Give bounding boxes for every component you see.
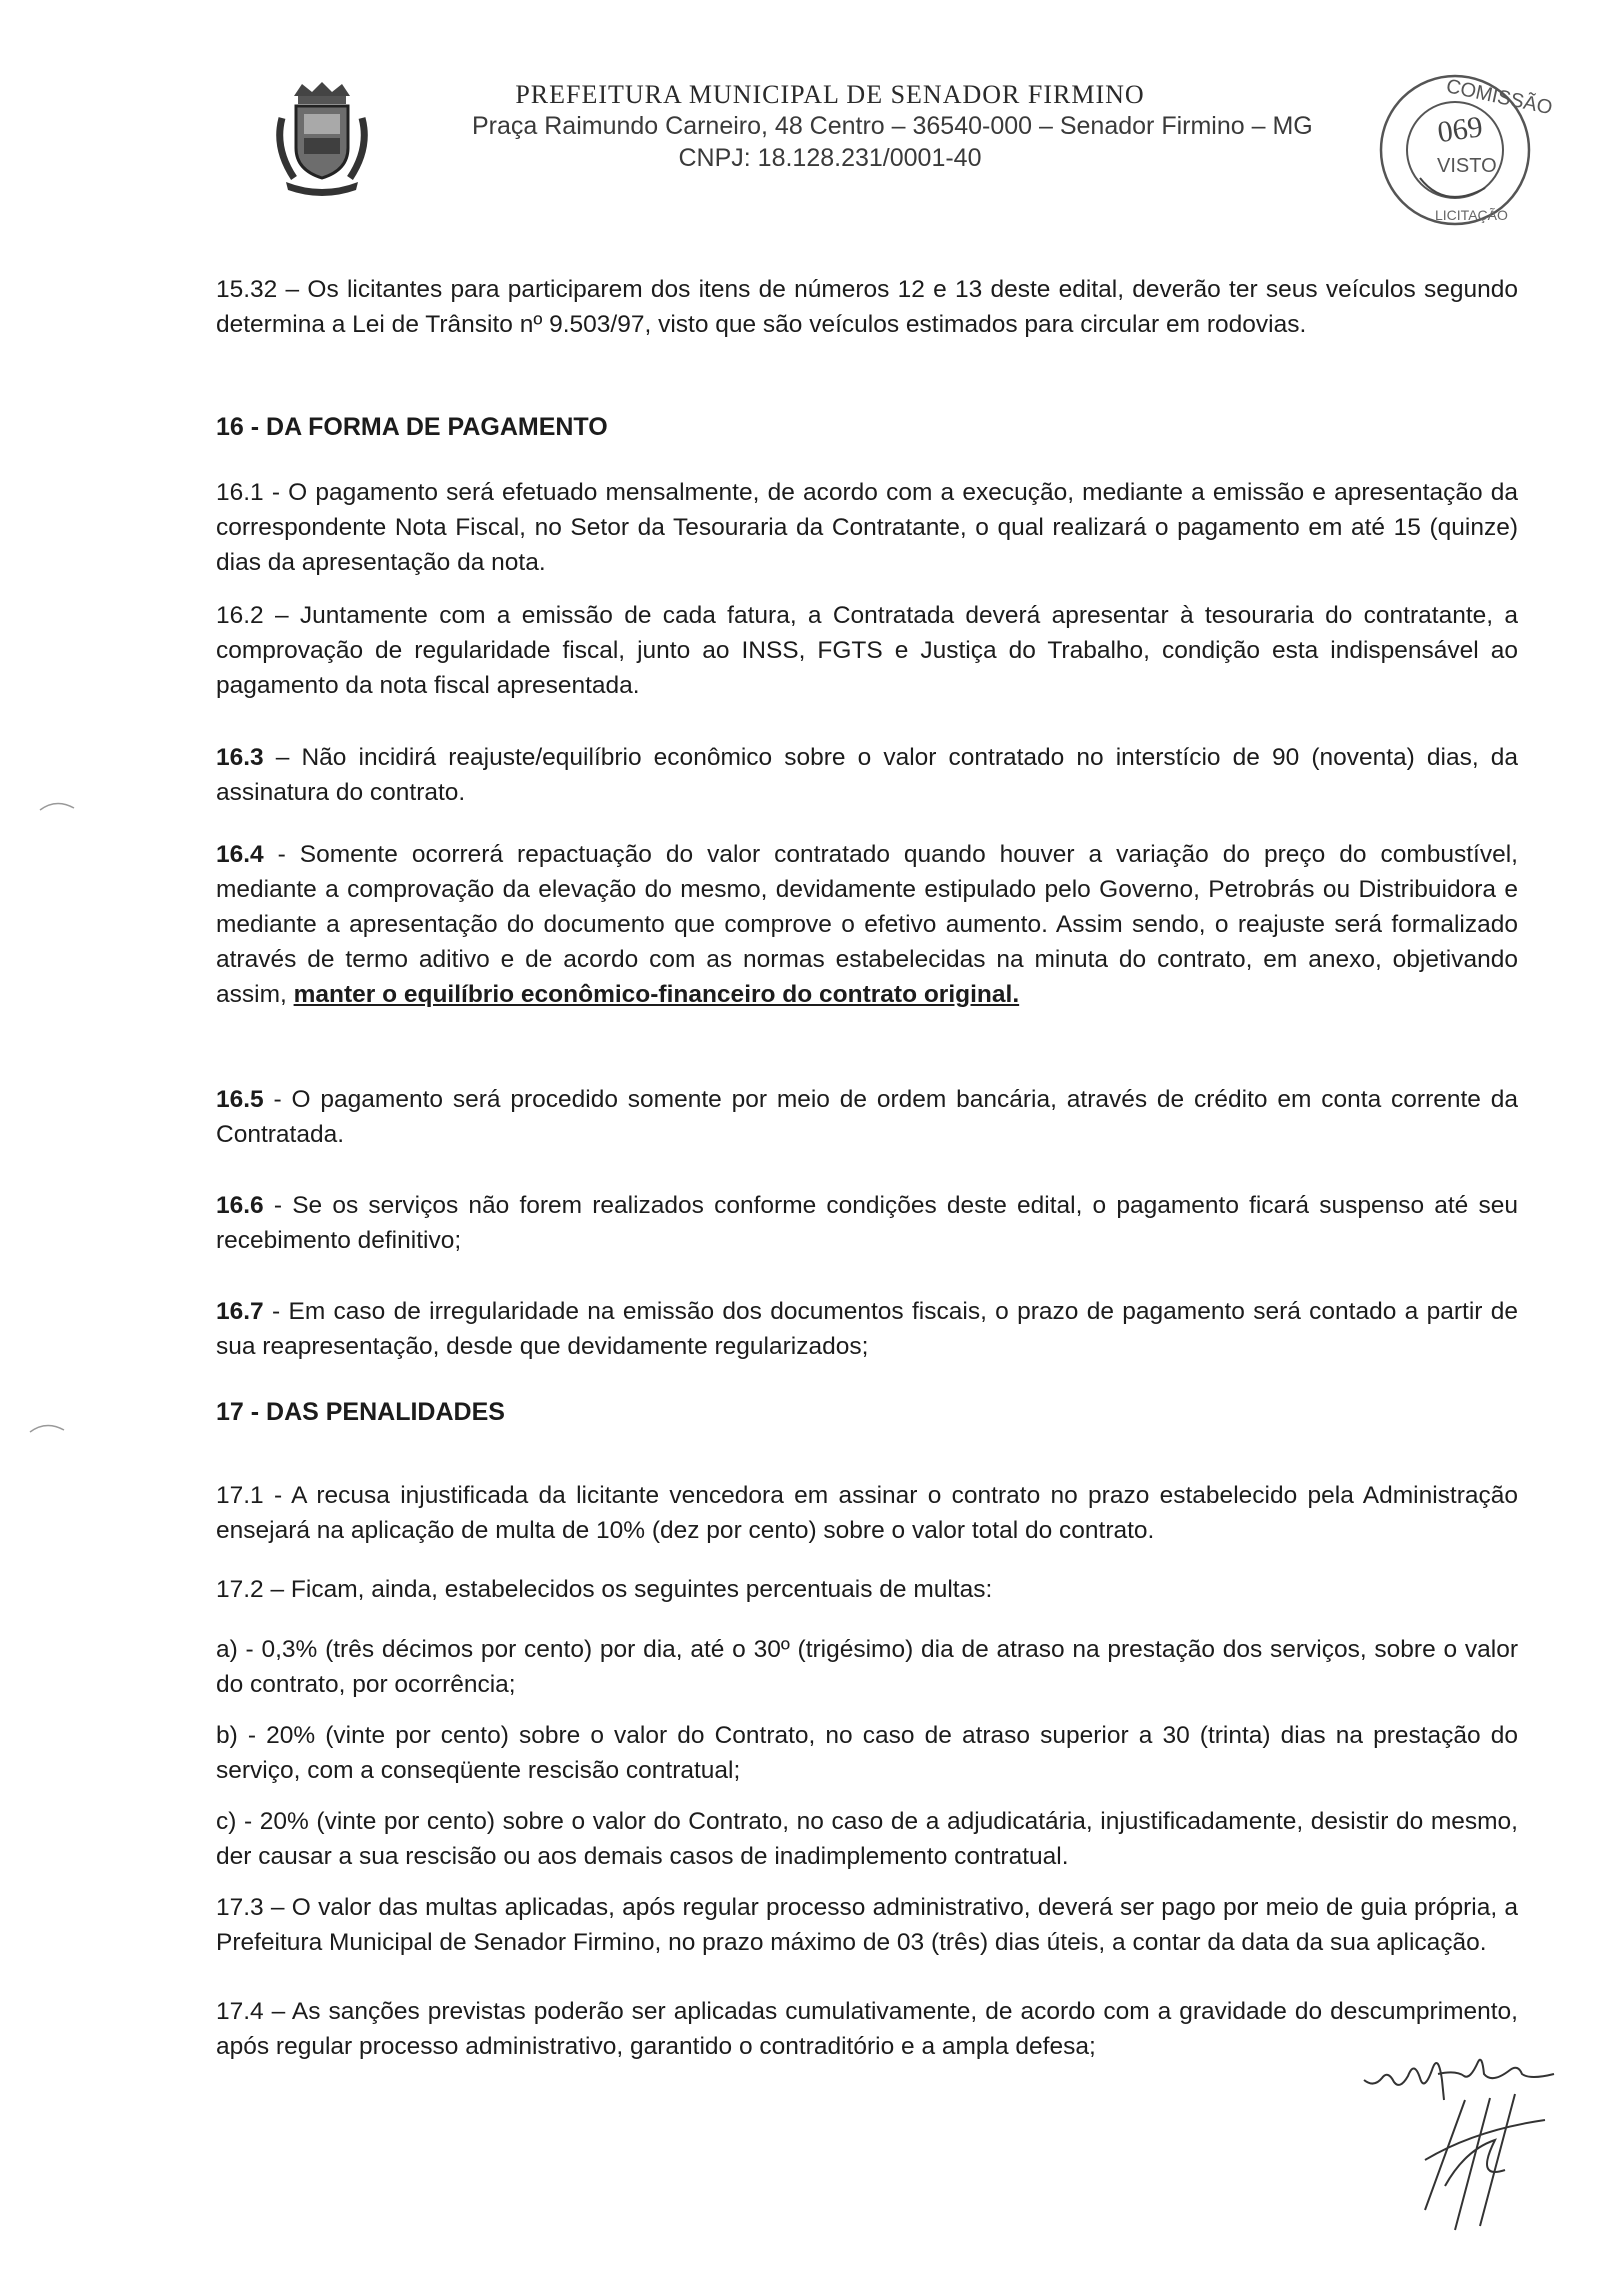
paragraph-15-32: 15.32 – Os licitantes para participarem dos itens de números 12 e 13 deste edital, deverão ter seus veículos segundo determina a Lei de Trânsito nº 9.503/97, visto que são veículos estimados para circular em rodovias.: [216, 276, 1518, 338]
item-number: 16.4: [216, 841, 264, 868]
item-text: - Em caso de irregularidade na emissão dos documentos fiscais, o prazo de pagamento será contado a partir de sua reapresentação, desde que devidamente regularizados;: [216, 1298, 1518, 1360]
section-heading-16: 16 - DA FORMA DE PAGAMENTO: [216, 413, 608, 441]
paragraph-16-1: 16.1 - O pagamento será efetuado mensalmente, de acordo com a execução, mediante a emissão e apresentação da correspondente Nota Fiscal, no Setor da Tesouraria da Contratante, o qual realizará o pagamento em até 15 (quinze) dias da apresentação da nota.: [216, 479, 1518, 576]
svg-text:LICITAÇÃO: LICITAÇÃO: [1435, 207, 1508, 223]
item-text: - O pagamento será procedido somente por meio de ordem bancária, através de crédito em conta corrente da Contratada.: [216, 1086, 1518, 1148]
initials-signature-icon: [1405, 2090, 1555, 2240]
paragraph-17-2-c: c) - 20% (vinte por cento) sobre o valor do Contrato, no caso de a adjudicatária, injustificadamente, desistir do mesmo, der causar a sua rescisão ou aos demais casos de inadimplemento contratual.: [216, 1808, 1518, 1870]
item-text: – Não incidirá reajuste/equilíbrio econômico sobre o valor contratado no interstício de 90 (noventa) dias, da assinatura do contrato.: [216, 744, 1518, 806]
margin-mark-icon: [28, 1420, 66, 1434]
underlined-emphasis: manter o equilíbrio econômico-financeiro do contrato original.: [293, 981, 1020, 1008]
paragraph-16-6: [216, 1188, 1518, 1258]
header-address-text: Praça Raimundo Carneiro, 48 Centro – 36540-000 – Senador Firmino – MG: [472, 112, 1313, 140]
margin-mark-icon: [38, 798, 76, 812]
paragraph-17-3: 17.3 – O valor das multas aplicadas, após regular processo administrativo, deverá ser pago por meio de guia própria, a Prefeitura Municipal de Senador Firmino, no prazo máximo de 03 (três) dias úteis, a contar da data da sua aplicação.: [216, 1894, 1518, 1956]
svg-text:COMISSÃO: COMISSÃO: [1444, 75, 1555, 120]
paragraph-17-2-b: b) - 20% (vinte por cento) sobre o valor do Contrato, no caso de atraso superior a 30 (trinta) dias na prestação do serviço, com a conseqüente rescisão contratual;: [216, 1722, 1518, 1784]
section-heading-17: 17 - DAS PENALIDADES: [216, 1398, 505, 1426]
item-text: - Somente ocorrerá repactuação do valor contratado quando houver a variação do preço do combustível, mediante a comprovação da elevação do mesmo, devidamente estipulado pelo Governo, Petrobrás ou Distribuidora e mediante a apresentação do documento que comprove o efetivo aumento. Assim sendo, o reajuste será formalizado através de termo aditivo e de acordo com as normas estabelecidas na minuta do contrato, em anexo, objetivando assim,: [216, 841, 1518, 1008]
paragraph-17-2: 17.2 – Ficam, ainda, estabelecidos os seguintes percentuais de multas:: [216, 1576, 993, 1603]
item-text: - Se os serviços não forem realizados conforme condições deste edital, o pagamento ficará suspenso até seu recebimento definitivo;: [216, 1192, 1518, 1254]
svg-text:069: 069: [1435, 110, 1485, 150]
paragraph-16-7: [216, 1294, 1518, 1364]
paragraph-17-4: 17.4 – As sanções previstas poderão ser aplicadas cumulativamente, de acordo com a gravidade do descumprimento, após regular processo administrativo, garantido o contraditório e a ampla defesa;: [216, 1998, 1518, 2060]
paragraph-17-1: 17.1 - A recusa injustificada da licitante vencedora em assinar o contrato no prazo estabelecido pela Administração ensejará na aplicação de multa de 10% (dez por cento) sobre o valor total do contrato.: [216, 1482, 1518, 1544]
paragraph-16-3: [216, 740, 1518, 810]
svg-text:VISTO: VISTO: [1437, 155, 1497, 177]
paragraph-16-5: [216, 1082, 1518, 1152]
coat-of-arms-icon: [272, 78, 372, 196]
item-number: 16.5: [216, 1086, 264, 1113]
commission-stamp-icon: [1365, 60, 1555, 235]
paragraph-16-4: [216, 837, 1518, 1012]
header-cnpj: CNPJ: 18.128.231/0001-40: [678, 144, 982, 172]
paragraph-16-2: 16.2 – Juntamente com a emissão de cada fatura, a Contratada deverá apresentar à tesouraria do contratante, a comprovação de regularidade fiscal, junto ao INSS, FGTS e Justiça do Trabalho, condição esta indispensável ao pagamento da nota fiscal apresentada.: [216, 602, 1518, 699]
header-title: PREFEITURA MUNICIPAL DE SENADOR FIRMINO: [515, 80, 1145, 109]
header-address: [440, 112, 1370, 141]
paragraph-17-2-a: a) - 0,3% (três décimos por cento) por dia, até o 30º (trigésimo) dia de atraso na prestação dos serviços, sobre o valor do contrato, por ocorrência;: [216, 1636, 1518, 1698]
item-number: 16.7: [216, 1298, 264, 1325]
item-number: 16.3: [216, 744, 264, 771]
item-number: 16.6: [216, 1192, 264, 1219]
